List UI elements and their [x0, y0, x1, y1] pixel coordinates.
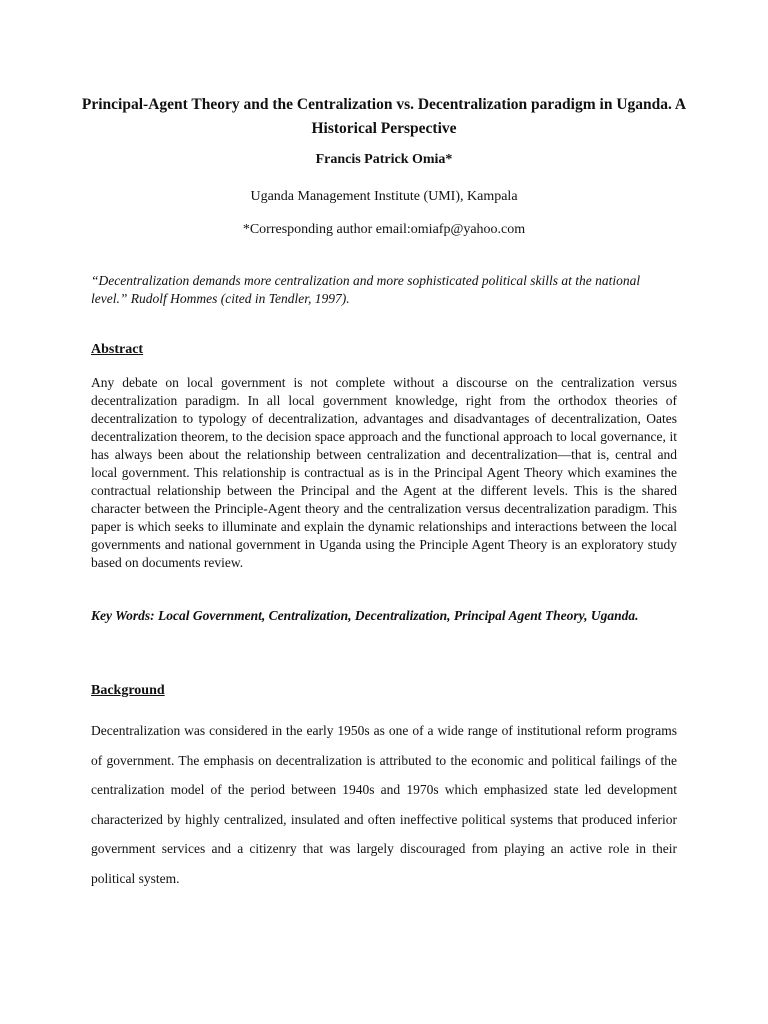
keywords-label: Key Words — [91, 608, 151, 623]
background-heading: Background — [91, 683, 165, 698]
paper-title: Principal-Agent Theory and the Centralization vs. Decentralization paradigm in Uganda. A Historical Perspective — [81, 96, 687, 137]
abstract-text: Any debate on local government is not complete without a discourse on the centralization versus decentralization paradigm. In all local government knowledge, right from the orthodox theories of decentralization to typology of decentralization, advantages and disadvantages of decentralization, Oates decentralization theorem, to the decision space approach and the functional approach to local governance, it has always been about the relationship between centralization and decentralization—that is, central and local government. This relationship is contractual as is in the Principal Agent Theory which examines the contractual relationship between the Principal and the Agent at the different levels. This is the shared character between the Principle-Agent theory and the centralization versus decentralization paradigm. This paper is which seeks to illuminate and explain the dynamic relationships and interactions between the local governments and national government in Uganda using the Principle Agent Theory is an exploratory study based on documents review. — [91, 375, 677, 570]
author-name: Francis Patrick Omia* — [315, 152, 453, 167]
abstract-heading: Abstract — [91, 342, 144, 357]
author-affiliation: Uganda Management Institute (UMI), Kampala — [250, 189, 518, 204]
keywords-text: Local Government, Centralization, Decentralization, Principal Agent Theory, Uganda. — [158, 608, 639, 623]
keywords-separator: : — [150, 608, 159, 623]
corresponding-author-email: *Corresponding author email:omiafp@yahoo.com — [242, 222, 526, 237]
epigraph-quote: “Decentralization demands more centralization and more sophisticated political skills at the national level.” Rudolf Hommes (cited in Tendler, 1997). — [91, 273, 641, 306]
keywords-line — [91, 607, 677, 625]
background-text: Decentralization was considered in the early 1950s as one of a wide range of institutional reform programs of government. The emphasis on decentralization is attributed to the economic and political failings of the centralization model of the period between 1940s and 1970s which emphasized state led development characterized by highly centralized, insulated and often ineffective political systems that produced inferior government services and a citizenry that was largely discouraged from playing an active role in their political system. — [91, 723, 677, 886]
